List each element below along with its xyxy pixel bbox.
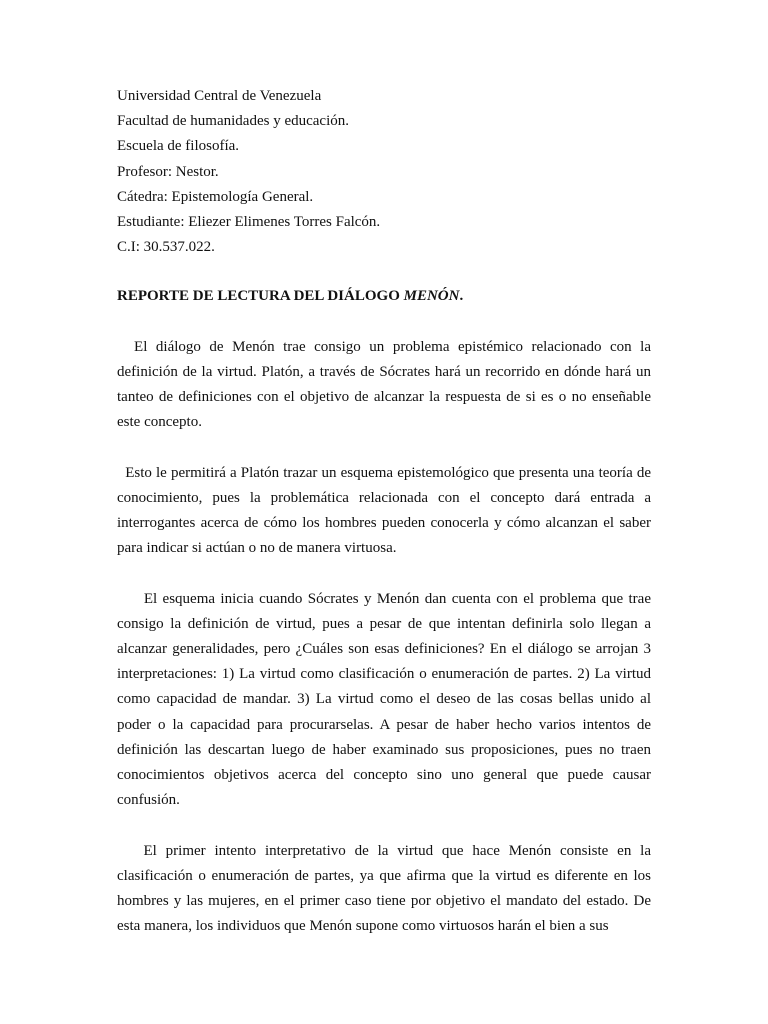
paragraph-gap (117, 561, 651, 586)
report-title-work: MENÓN (403, 288, 460, 305)
report-title (117, 284, 651, 309)
report-title-suffix: . (459, 288, 464, 305)
paragraph-scheme: El esquema inicia cuando Sócrates y Menón dan cuenta con el problema que trae consigo la definición de virtud, pues a pesar de que intentan definirla solo llegan a alcanzar generalidades, pero ¿Cuáles son esas definiciones? En el diálogo se arrojan 3 interpretaciones: 1) La virtud como clasificación o enumeración de partes. 2) La virtud como capacidad de mandar. 3) La virtud como el deseo de las cosas bellas unido al poder o la capacidad para procurarselas. A pesar de haber hecho varios intentos de definición las descartan luego de haber examinado sus proposiciones, pues no traen conocimientos objetivos acerca del concepto sino uno general que puede causar confusión. (117, 590, 651, 809)
paragraph-gap (117, 813, 651, 838)
paragraph-intro: El diálogo de Menón trae consigo un problema epistémico relacionado con la definición de la virtud. Platón, a través de Sócrates hará un recorrido en dónde hará un tanteo de definiciones con el objetivo de alcanzar la respuesta de si es o no enseñable este concepto. (117, 338, 651, 431)
chair-line: Cátedra: Epistemología General. (117, 188, 314, 205)
paragraph-theory: Esto le permitirá a Platón trazar un esquema epistemológico que presenta una teoría de conocimiento, pues la problemática relacionada con el concepto dará entrada a interrogantes acerca de cómo los hombres pueden conocerla y cómo alcanzan el saber para indicar si actúan o no de manera virtuosa. (117, 464, 651, 557)
paragraph-gap (117, 435, 651, 460)
report-title-prefix: REPORTE DE LECTURA DEL DIÁLOGO (117, 288, 404, 305)
student-line: Estudiante: Eliezer Elimenes Torres Falcón. (117, 214, 381, 231)
paragraph-first-attempt: El primer intento interpretativo de la virtud que hace Menón consiste en la clasificación o enumeración de partes, ya que afirma que la virtud es diferente en los hombres y las mujeres, en el primer caso tiene por objetivo el mandato del estado. De esta manera, los individuos que Menón supone como virtuosos harán el bien a sus (117, 842, 651, 935)
faculty-line: Facultad de humanidades y educación. (117, 113, 350, 130)
university-line: Universidad Central de Venezuela (117, 88, 322, 104)
professor-line: Profesor: Nestor. (117, 163, 219, 180)
id-line: C.I: 30.537.022. (117, 239, 215, 256)
school-line: Escuela de filosofía. (117, 138, 240, 155)
